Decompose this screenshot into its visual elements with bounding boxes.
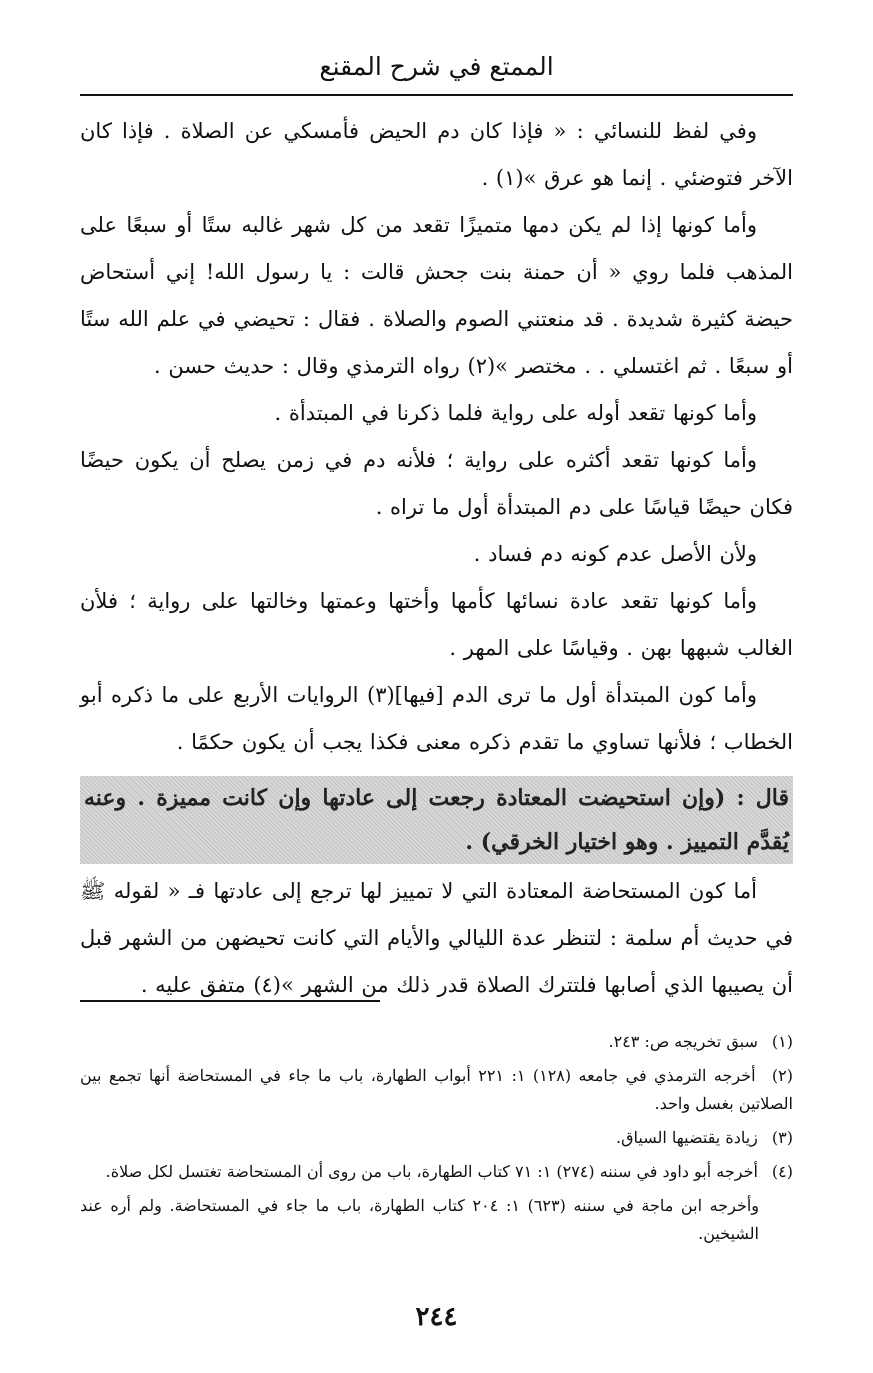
page-number: ٢٤٤ [415, 1302, 458, 1332]
footnote-text: سبق تخريجه ص: ٢٤٣. [608, 1032, 758, 1051]
footnote [80, 1028, 793, 1056]
running-header-title: الممتع في شرح المقنع [319, 52, 554, 81]
paragraph: وأما كونها تقعد عادة نسائها كأمها وأختها وعمتها وخالتها على رواية ؛ فلأن الغالب شبهها بهن . وقياسًا على المهر . [80, 589, 793, 660]
paragraph: ولأن الأصل عدم كونه دم فساد . [473, 542, 757, 566]
footnotes [80, 1028, 793, 1254]
footnote [80, 1158, 793, 1186]
footnote [80, 1062, 793, 1118]
matn-quote-highlight: قال : (وإن استحيضت المعتادة رجعت إلى عادتها وإن كانت مميزة . وعنه يُقدَّم التمييز . وهو اختيار الخرقي) . [80, 776, 793, 864]
paragraph: وأما كون المبتدأة أول ما ترى الدم [فيها](٣) الروايات الأربع على ما ذكره أبو الخطاب ؛ فلأنها تساوي ما تقدم ذكره معنى فكذا يجب أن يكون حكمًا . [80, 683, 793, 754]
paragraph: وأما كونها إذا لم يكن دمها متميزًا تقعد من كل شهر غالبه ستًا أو سبعًا على المذهب فلما روي « أن حمنة بنت جحش قالت : يا رسول الله! إني أستحاض حيضة كثيرة شديدة . قد منعتني الصوم والصلاة . فقال : تحيضي في علم الله ستًا أو سبعًا . ثم اغتسلي . . مختصر »(٢) رواه الترمذي وقال : حديث حسن . [80, 213, 793, 378]
paragraph: وأما كونها تقعد أكثره على رواية ؛ فلأنه دم في زمن يصلح أن يكون حيضًا فكان حيضًا قياسًا على دم المبتدأة أول ما تراه . [80, 448, 793, 519]
paragraph: أما كون المستحاضة المعتادة التي لا تمييز لها ترجع إلى عادتها فـ « لقوله ﷺ في حديث أم سلمة : لتنظر عدة الليالي والأيام التي كانت تحيضهن من الشهر قبل أن يصيبها الذي أصابها فلتترك الصلاة قدر ذلك من الشهر »(٤) متفق عليه . [80, 879, 793, 997]
footnote-continuation [80, 1192, 793, 1248]
footnote-text: وأخرجه ابن ماجة في سننه (٦٢٣) ١: ٢٠٤ كتاب الطهارة، باب ما جاء في المستحاضة. ولم أره عند الشيخين. [80, 1196, 760, 1243]
paragraph: وأما كونها تقعد أوله على رواية فلما ذكرنا في المبتدأة . [274, 401, 757, 425]
footnote-text: زيادة يقتضيها السياق. [616, 1128, 758, 1147]
header-rule [80, 94, 793, 96]
footnote-number: (٣) [771, 1128, 793, 1147]
main-text [80, 108, 793, 1009]
footnote-rule [80, 1000, 380, 1002]
footnote-text: أخرجه الترمذي في جامعه (١٢٨) ١: ٢٢١ أبواب الطهارة، باب ما جاء في المستحاضة أنها تجمع بين الصلاتين بغسل واحد. [80, 1066, 793, 1113]
footnote-number: (١) [771, 1032, 793, 1051]
footnote-text: أخرجه أبو داود في سننه (٢٧٤) ١: ٧١ كتاب الطهارة، باب من روى أن المستحاضة تغتسل لكل صلاة. [105, 1162, 758, 1181]
paragraph: وفي لفظ للنسائي : « فإذا كان دم الحيض فأمسكي عن الصلاة . فإذا كان الآخر فتوضئي . إنما هو عرق »(١) . [80, 119, 793, 190]
footnote-number: (٢) [771, 1066, 794, 1085]
footnote-number: (٤) [771, 1162, 793, 1181]
footnote [80, 1124, 793, 1152]
